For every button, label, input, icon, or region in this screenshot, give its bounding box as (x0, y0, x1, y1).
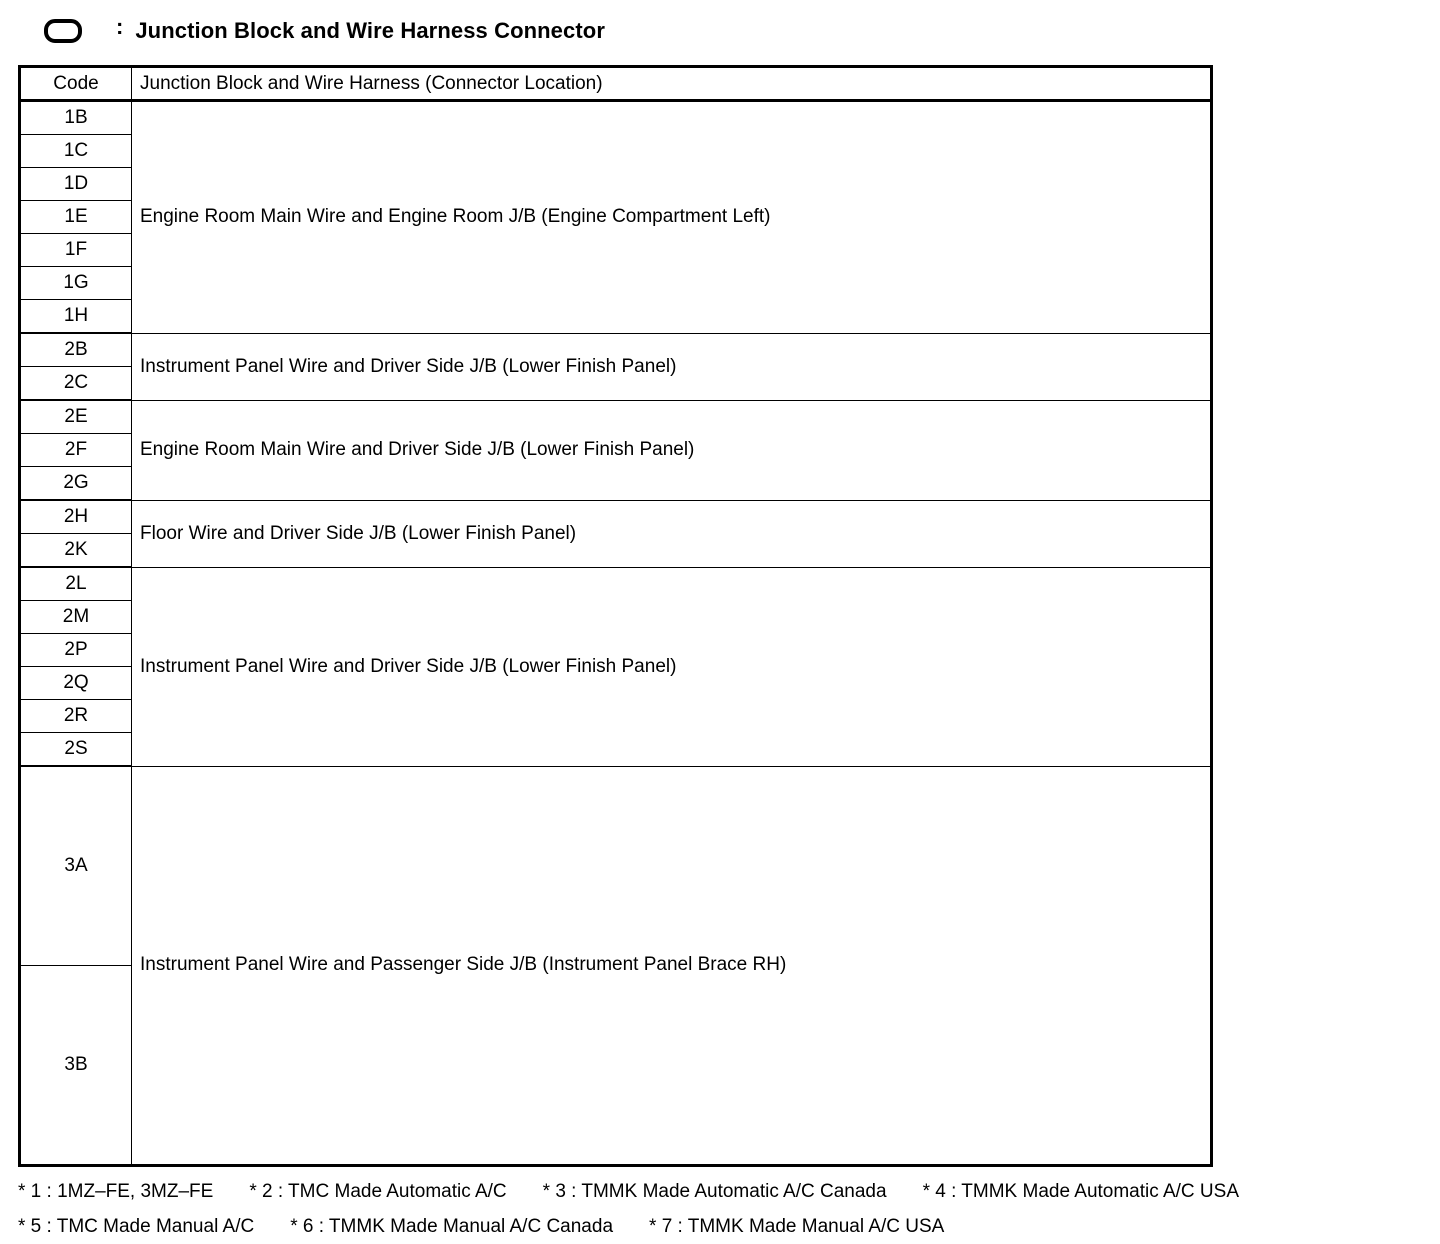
junction-block-symbol-icon (44, 19, 82, 43)
table-row (20, 500, 1212, 534)
header-colon: : (116, 14, 124, 39)
table-header-row (20, 67, 1212, 101)
code-cell: 1G (20, 267, 132, 300)
footnote: * 4 : TMMK Made Automatic A/C USA (922, 1181, 1239, 1202)
code-cell: 2E (20, 400, 132, 434)
code-cell: 2P (20, 634, 132, 667)
page-title: Junction Block and Wire Harness Connector (135, 18, 605, 43)
column-header-code: Code (20, 67, 132, 101)
code-cell: 1D (20, 168, 132, 201)
code-cell: 3B (20, 966, 132, 1166)
code-cell: 2K (20, 534, 132, 568)
code-cell: 2G (20, 467, 132, 501)
junction-block-table (18, 65, 1213, 1167)
code-cell: 1E (20, 201, 132, 234)
footnote: * 1 : 1MZ–FE, 3MZ–FE (18, 1181, 214, 1202)
code-cell: 1B (20, 101, 132, 135)
code-cell: 2H (20, 500, 132, 534)
location-cell: Instrument Panel Wire and Driver Side J/B (Lower Finish Panel) (132, 333, 1212, 400)
code-cell: 2M (20, 601, 132, 634)
footnote-line-1 (18, 1174, 1275, 1209)
footnote: * 5 : TMC Made Manual A/C (18, 1216, 255, 1237)
footnote: * 6 : TMMK Made Manual A/C Canada (290, 1216, 614, 1237)
page-header (44, 14, 605, 48)
location-cell: Instrument Panel Wire and Driver Side J/B (Lower Finish Panel) (132, 567, 1212, 766)
code-cell: 3A (20, 766, 132, 966)
code-cell: 1C (20, 135, 132, 168)
location-cell: Engine Room Main Wire and Driver Side J/B (Lower Finish Panel) (132, 400, 1212, 500)
footnote: * 3 : TMMK Made Automatic A/C Canada (542, 1181, 887, 1202)
footnote: * 2 : TMC Made Automatic A/C (249, 1181, 507, 1202)
column-header-location: Junction Block and Wire Harness (Connector Location) (132, 67, 1212, 101)
code-cell: 2Q (20, 667, 132, 700)
code-cell: 2B (20, 333, 132, 367)
location-cell: Floor Wire and Driver Side J/B (Lower Finish Panel) (132, 500, 1212, 567)
code-cell: 1H (20, 300, 132, 334)
code-cell: 1F (20, 234, 132, 267)
code-cell: 2S (20, 733, 132, 767)
code-cell: 2F (20, 434, 132, 467)
code-cell: 2C (20, 367, 132, 401)
table-row (20, 567, 1212, 601)
location-cell: Instrument Panel Wire and Passenger Side J/B (Instrument Panel Brace RH) (132, 766, 1212, 1166)
footnote-line-2 (18, 1209, 1275, 1244)
footnotes (18, 1174, 1275, 1244)
code-cell: 2L (20, 567, 132, 601)
table-row (20, 101, 1212, 135)
table-row (20, 766, 1212, 966)
code-cell: 2R (20, 700, 132, 733)
location-cell: Engine Room Main Wire and Engine Room J/B (Engine Compartment Left) (132, 101, 1212, 334)
table-row (20, 400, 1212, 434)
table-row (20, 333, 1212, 367)
footnote: * 7 : TMMK Made Manual A/C USA (649, 1216, 945, 1237)
